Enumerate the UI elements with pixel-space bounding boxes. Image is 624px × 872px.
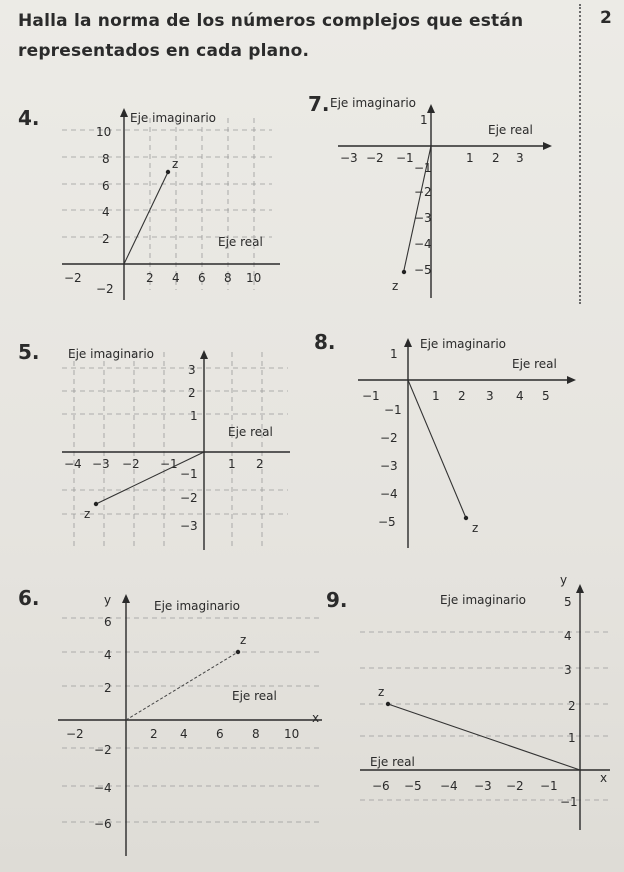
- plane-9-xtick: −5: [404, 779, 422, 793]
- plane-6-vector: [126, 652, 238, 720]
- plane-7-ytick: 1: [420, 113, 428, 127]
- exercise-number-5: 5.: [18, 340, 40, 364]
- plane-9-ytick: 1: [568, 731, 576, 745]
- plane-9-point-z: [386, 702, 390, 706]
- plane-9-xtick: −6: [372, 779, 390, 793]
- plane-9-real-label: Eje real: [370, 755, 415, 769]
- plane-4-ytick: 2: [102, 232, 110, 246]
- plane-8-z-label: z: [472, 521, 479, 535]
- plane-6-xtick: 4: [180, 727, 188, 741]
- exercise-number-6: 6.: [18, 586, 40, 610]
- plane-7: [330, 96, 552, 298]
- plane-7-ytick: −4: [414, 237, 432, 251]
- plane-4-ytick: 4: [102, 205, 110, 219]
- plane-5-z-label: z: [84, 507, 91, 521]
- plane-5-ytick: 1: [190, 409, 198, 423]
- exercise-number-8: 8.: [314, 330, 336, 354]
- plane-6: [58, 593, 322, 856]
- plane-9-xtick: −4: [440, 779, 458, 793]
- plane-8-point-z: [464, 516, 468, 520]
- plane-4-ytick: 10: [96, 125, 112, 139]
- plane-9-ytick: 3: [564, 663, 572, 677]
- plane-8-ytick: −5: [378, 515, 396, 529]
- plane-4-xtick: 6: [198, 271, 206, 285]
- plane-5-ytick: 3: [188, 363, 196, 377]
- exercise-number-9: 9.: [326, 588, 348, 612]
- plane-9-ytick: 5: [564, 595, 572, 609]
- plane-4-xtick: 10: [246, 271, 262, 285]
- plane-4-point-z: [166, 170, 170, 174]
- plane-7-ytick: −2: [414, 185, 432, 199]
- plane-5-xtick: −1: [160, 457, 178, 471]
- plane-9-xtick: −3: [474, 779, 492, 793]
- plane-5-ytick: −3: [180, 519, 198, 533]
- plane-7-point-z: [402, 270, 406, 274]
- plane-4-z-label: z: [172, 157, 179, 171]
- plane-7-ytick: −3: [414, 211, 432, 225]
- plane-5-point-z: [94, 502, 98, 506]
- plane-7-z-label: z: [392, 279, 399, 293]
- plane-8-xtick: 5: [542, 389, 550, 403]
- plane-5-grid: [62, 352, 288, 548]
- plane-6-ytick: 6: [104, 615, 112, 629]
- plane-8-ytick: −4: [380, 487, 398, 501]
- plane-7-xtick: 2: [492, 151, 500, 165]
- plane-7-ytick: −1: [414, 161, 432, 175]
- plane-5-real-label: Eje real: [228, 425, 273, 439]
- plane-9-x-axis: x: [600, 771, 608, 785]
- plane-4: [62, 108, 280, 300]
- plane-8-imag-arrow: [404, 338, 412, 347]
- plane-8-xtick: 1: [432, 389, 440, 403]
- plane-6-xtick: 6: [216, 727, 224, 741]
- plane-4-xtick: 2: [146, 271, 154, 285]
- plane-9-ytick: 2: [568, 699, 576, 713]
- plane-9-imag-arrow: [576, 584, 584, 593]
- plane-7-xtick: −2: [366, 151, 384, 165]
- plane-6-xtick: −2: [66, 727, 84, 741]
- plane-9-xtick: −1: [540, 779, 558, 793]
- plane-9-vector: [388, 704, 580, 770]
- plane-8-real-label: Eje real: [512, 357, 557, 371]
- plane-4-ytick: −2: [96, 282, 114, 296]
- plane-5-ytick: 2: [188, 386, 196, 400]
- plane-5-xtick: 2: [256, 457, 264, 471]
- plane-6-point-z: [236, 650, 240, 654]
- plane-5-xtick: −2: [122, 457, 140, 471]
- plane-4-vector: [124, 172, 168, 264]
- plane-8-imag-label: Eje imaginario: [420, 337, 507, 351]
- plane-9-imag-label: Eje imaginario: [440, 593, 527, 607]
- plane-8: [358, 337, 576, 548]
- plane-7-xtick: 1: [466, 151, 474, 165]
- plane-5-ytick: −2: [180, 491, 198, 505]
- exercise-number-4: 4.: [18, 106, 40, 130]
- plane-5-ytick: −1: [180, 467, 198, 481]
- plane-5-imag-arrow: [200, 350, 208, 359]
- plane-5: [62, 347, 290, 550]
- plane-7-ytick: −5: [414, 263, 432, 277]
- exercise-number-7: 7.: [308, 92, 330, 116]
- plane-8-ytick: 1: [390, 347, 398, 361]
- plane-6-ytick: −6: [94, 817, 112, 831]
- plane-6-x-axis: x: [312, 711, 320, 725]
- plane-8-xtick: 4: [516, 389, 524, 403]
- plane-5-imag-label: Eje imaginario: [68, 347, 155, 361]
- plane-6-real-label: Eje real: [232, 689, 277, 703]
- plane-7-xtick: −1: [396, 151, 414, 165]
- plane-5-xtick: 1: [228, 457, 236, 471]
- plane-5-xtick: −4: [64, 457, 82, 471]
- plane-4-xtick: −2: [64, 271, 82, 285]
- plane-8-ytick: −2: [380, 431, 398, 445]
- plane-7-real-arrow: [543, 142, 552, 150]
- plane-8-real-arrow: [567, 376, 576, 384]
- plane-6-ytick: 4: [104, 648, 112, 662]
- plane-6-y-axis: y: [104, 593, 112, 607]
- plane-6-xtick: 8: [252, 727, 260, 741]
- plane-6-xtick: 2: [150, 727, 158, 741]
- plane-7-xtick: 3: [516, 151, 524, 165]
- plane-8-xtick: 3: [486, 389, 494, 403]
- plane-4-imag-arrow: [120, 108, 128, 117]
- plane-8-ytick: −3: [380, 459, 398, 473]
- plane-9-z-label: z: [378, 685, 385, 699]
- plane-4-ytick: 8: [102, 152, 110, 166]
- plane-8-ytick: −1: [384, 403, 402, 417]
- plane-9-xtick: −2: [506, 779, 524, 793]
- plane-4-xtick: 8: [224, 271, 232, 285]
- plane-7-imag-label: Eje imaginario: [330, 96, 417, 110]
- plane-9-y-axis: y: [560, 573, 568, 587]
- page-number: 2: [600, 8, 612, 28]
- plane-6-xtick: 10: [284, 727, 300, 741]
- plane-5-xtick: −3: [92, 457, 110, 471]
- plane-6-ytick: 2: [104, 681, 112, 695]
- plane-4-xtick: 4: [172, 271, 180, 285]
- instructions-line-1: Halla la norma de los números complejos que están: [18, 11, 524, 31]
- plane-9-ytick: 4: [564, 629, 572, 643]
- plane-6-z-label: z: [240, 633, 247, 647]
- plane-6-imag-label: Eje imaginario: [154, 599, 241, 613]
- plane-7-real-label: Eje real: [488, 123, 533, 137]
- plane-6-imag-arrow: [122, 594, 130, 603]
- plane-4-real-label: Eje real: [218, 235, 263, 249]
- plane-9-ytick: −1: [560, 795, 578, 809]
- plane-7-xtick: −3: [340, 151, 358, 165]
- plane-6-ytick: −4: [94, 781, 112, 795]
- plane-8-xtick: 2: [458, 389, 466, 403]
- plane-8-xtick: −1: [362, 389, 380, 403]
- plane-9: [360, 573, 610, 830]
- plane-9-grid: [360, 632, 610, 800]
- plane-7-imag-arrow: [427, 104, 435, 113]
- plane-4-ytick: 6: [102, 179, 110, 193]
- plane-4-imag-label: Eje imaginario: [130, 111, 217, 125]
- plane-6-ytick: −2: [94, 743, 112, 757]
- instructions-line-2: representados en cada plano.: [18, 41, 310, 61]
